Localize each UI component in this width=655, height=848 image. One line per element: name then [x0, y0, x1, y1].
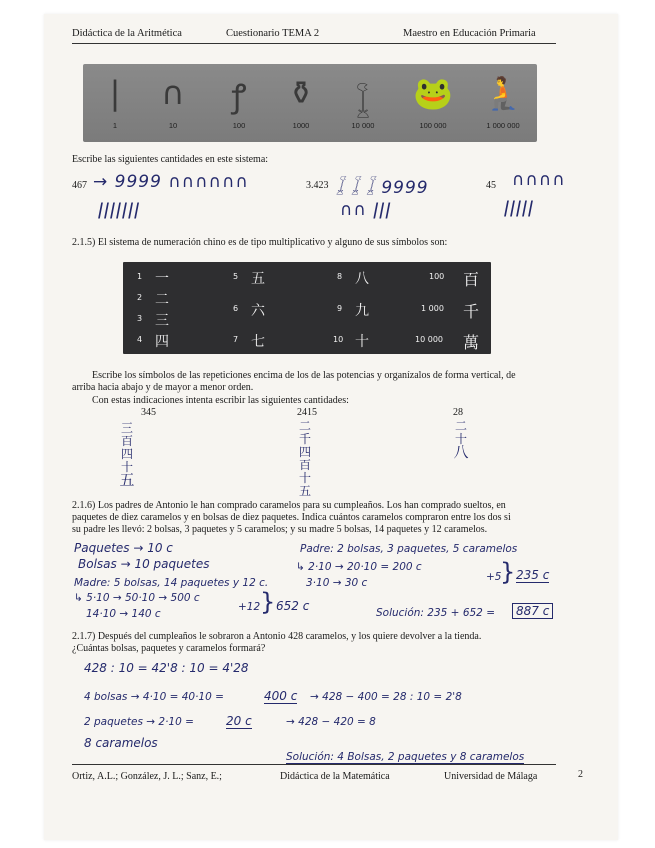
section-215-title: 2.1.5) El sistema de numeración chino es de tipo multiplicativo y alguno de sus símbolos son:	[72, 237, 448, 248]
egypt-answer-3423-line2: ∩∩ ǀǀǀ	[340, 200, 392, 220]
chinese-answer-28: 二 十 八	[453, 419, 469, 461]
work-216-l5: 14·10 → 140 c	[86, 608, 161, 620]
work-216-r3: 3·10 → 30 c	[306, 577, 368, 589]
footer-left: Ortiz, A.L.; González, J. L.; Sanz, E.;	[72, 771, 222, 782]
brace-madre: }	[260, 588, 276, 616]
page-number: 2	[578, 769, 583, 780]
egypt-answer-45-line1: ∩∩∩∩	[512, 170, 566, 190]
section-216-title-3: su padre les llevó: 2 bolsas, 3 paquetes y 5 caramelos; y su madre 5 bolsas, 14 paquetes y 12 caramelos.	[72, 524, 488, 535]
chinese-symbol-7: 七	[251, 334, 265, 350]
header-rule	[72, 43, 556, 44]
egypt-answer-45-line2: ǀǀǀǀǀ	[504, 198, 535, 218]
brace-padre: }	[500, 558, 516, 586]
work-216-l6: +12	[238, 601, 261, 613]
work-217-l1: 428 : 10 = 42'8 : 10 = 4'28	[84, 661, 249, 675]
chinese-symbol-4: 四	[155, 334, 169, 350]
footer-right: Universidad de Málaga	[444, 771, 538, 782]
footer-rule	[72, 764, 556, 765]
work-216-solution-value: 887 c	[512, 603, 553, 619]
egyptian-symbol-10: ∩ 10	[161, 74, 185, 130]
section-217-title-2: ¿Cuántas bolsas, paquetes y caramelos formará?	[72, 643, 266, 654]
quantity-2415: 2415	[297, 407, 317, 418]
chinese-numerals-image: 1 一 2 二 3 三 4 四 5 五 6 六 7 七 8 八 9 九 10 十 100 百 1 000 千 10 000 萬	[123, 262, 491, 354]
section-217-title-1: 2.1.7) Después del cumpleaños le sobraron a Antonio 428 caramelos, y los quiere devolver a la tienda.	[72, 631, 482, 642]
section-216-title-2: paquetes de diez caramelos y en bolsas de diez paquetes. Indica cuántos caramelos compraron entre los dos si	[72, 512, 511, 523]
work-217-l2c: → 428 − 400 = 28 : 10 = 2'8	[310, 691, 462, 703]
chinese-symbol-9: 九	[355, 303, 369, 319]
egypt-answer-467-line1: → 9999 ∩∩∩∩∩∩	[93, 172, 249, 192]
egypt-number-467: 467	[72, 180, 87, 191]
egyptian-symbol-1000000: 🧎 1 000 000	[483, 74, 523, 130]
egypt-number-3423: 3.423	[306, 180, 329, 191]
work-217-l3a: 2 paquetes → 2·10 =	[84, 716, 194, 728]
egyptian-symbol-100000: 🐸 100 000	[413, 74, 453, 130]
section-215-p1b: arriba hacia abajo y de mayor a menor orden.	[72, 382, 254, 393]
work-216-r4: +5	[486, 571, 502, 583]
egyptian-symbol-1000: ⚱ 1000	[287, 74, 315, 130]
chinese-symbol-100: 百	[463, 270, 480, 289]
work-217-l3b: 20 c	[226, 714, 252, 728]
chinese-answer-2415: 二 千 四 百 十 五	[298, 419, 311, 498]
egypt-number-45: 45	[486, 180, 496, 191]
egyptian-symbol-100: ꝭ 100	[231, 77, 247, 130]
chinese-symbol-3: 三	[155, 313, 169, 329]
chinese-symbol-6: 六	[251, 303, 265, 319]
egypt-instruction: Escribe las siguientes cantidades en este sistema:	[72, 154, 269, 165]
chinese-symbol-8: 八	[355, 271, 369, 287]
chinese-symbol-5: 五	[251, 271, 265, 287]
chinese-answer-345: 三 百 四 十 五	[119, 421, 135, 489]
section-215-p2: Con estas indicaciones intenta escribir las siguientes cantidades:	[92, 395, 349, 406]
work-217-solution: Solución: 4 Bolsas, 2 paquetes y 8 caramelos	[286, 751, 525, 763]
work-216-l7: 652 c	[276, 599, 310, 613]
work-217-l4: 8 caramelos	[84, 736, 158, 750]
work-216-r5: 235 c	[516, 568, 550, 582]
quantity-28: 28	[453, 407, 463, 418]
egypt-answer-3423-line1: 𓆼 𓆼 𓆼 9999	[336, 178, 429, 198]
header-right: Maestro en Educación Primaria	[403, 28, 536, 39]
header-center: Cuestionario TEMA 2	[226, 28, 320, 39]
egyptian-symbol-10000: 𓆼 10 000	[351, 85, 375, 130]
chinese-symbol-10000: 萬	[463, 333, 480, 352]
egypt-answer-467-line2: ǀǀǀǀǀǀǀ	[98, 200, 141, 220]
chinese-symbol-1000: 千	[463, 302, 480, 321]
work-216-l4: ↳ 5·10 → 50·10 → 500 c	[74, 592, 200, 604]
quantity-345: 345	[141, 407, 156, 418]
work-217-l2a: 4 bolsas → 4·10 = 40·10 =	[84, 691, 224, 703]
work-216-solution-label: Solución: 235 + 652 =	[376, 607, 495, 619]
work-216-r2: ↳ 2·10 → 20·10 = 200 c	[296, 561, 422, 573]
work-216-l1: Paquetes → 10 c	[74, 541, 173, 555]
header-left: Didáctica de la Aritmética	[72, 28, 182, 39]
footer-center: Didáctica de la Matemática	[280, 771, 390, 782]
work-217-l3c: → 428 − 420 = 8	[286, 716, 376, 728]
work-216-r1: Padre: 2 bolsas, 3 paquetes, 5 caramelos	[300, 543, 518, 555]
chinese-symbol-10: 十	[355, 334, 369, 350]
section-215-p1: Escribe los símbolos de las repeticiones encima de los de las potencias y organízalos de forma vertical, de	[92, 370, 516, 381]
work-216-l2: Bolsas → 10 paquetes	[78, 557, 210, 571]
egyptian-symbol-1: | 1	[109, 74, 121, 130]
chinese-symbol-2: 二	[155, 292, 169, 308]
egyptian-numerals-image	[83, 64, 537, 142]
work-216-l3: Madre: 5 bolsas, 14 paquetes y 12 c.	[74, 577, 269, 589]
section-216-title-1: 2.1.6) Los padres de Antonio le han comprado caramelos para su cumpleaños. Los han comprado sueltos, en	[72, 500, 506, 511]
work-217-l2b: 400 c	[264, 689, 298, 703]
chinese-symbol-1: 一	[155, 271, 169, 287]
